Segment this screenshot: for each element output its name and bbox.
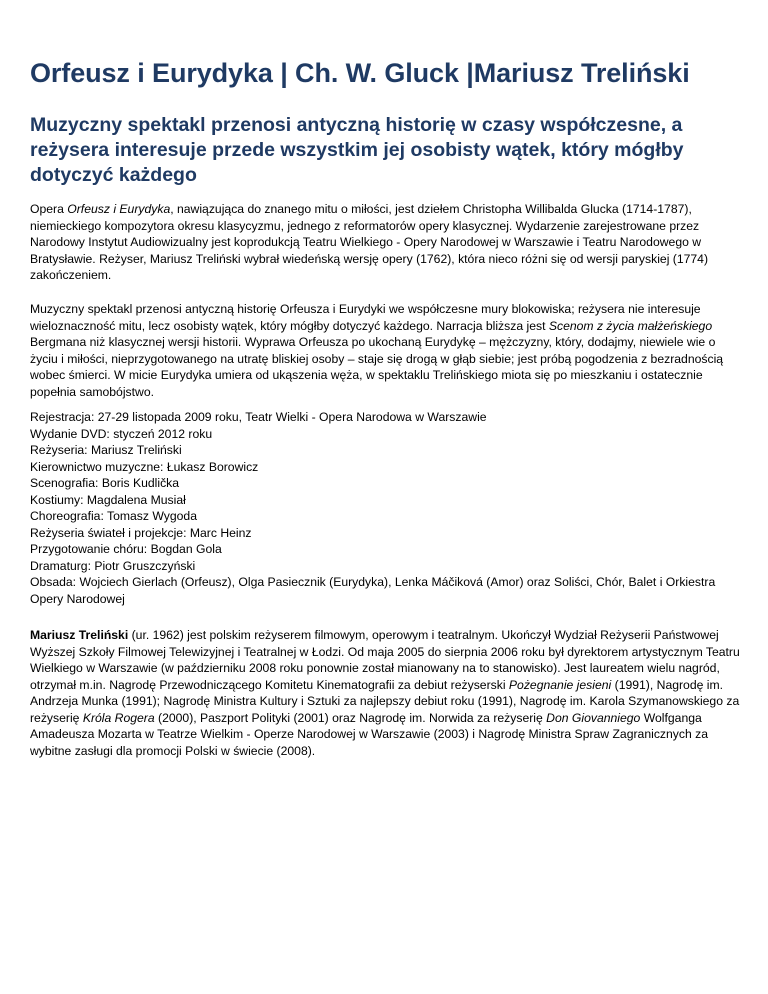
credit-music-direction: Kierownictwo muzyczne: Łukasz Borowicz — [30, 459, 259, 474]
director-name-bold: Mariusz Treliński — [30, 628, 129, 642]
credit-dvd-release: Wydanie DVD: styczeń 2012 roku — [30, 426, 213, 441]
credits-list — [30, 409, 742, 607]
para3-text-4: Wolfganga Amadeusza Mozarta w Teatrze Wielkim - Operze Narodowej w Warszawie (2003) i Nagrodę Ministra Spraw Zagranicznych za wybitne zasługi dla promocji Polski w świecie (2008). — [30, 710, 709, 758]
bergman-title-italic: Scenom z życia małżeńskiego — [548, 318, 713, 333]
opera-don-giovanni-italic: Don Giovanniego — [546, 710, 641, 725]
page-subtitle: Muzyczny spektakl przenosi antyczną historię w czasy współczesne, a reżysera interesuje przede wszystkim jej osobisty wątek, który mógłby dotyczyć każdego — [30, 114, 684, 186]
para3-text-1: (ur. 1962) jest polskim reżyserem filmowym, operowym i teatralnym. Ukończył Wydział Reżyserii Państwowej Wyższej Szkoły Filmowej Telewizyjnej i Teatralnej w Łodzi. Od maja 2005 do sierpnia 2006 roku był dyrektorem artystycznym Teatru Wielkiego w Warszawie (w październiku 2008 roku ponownie został mianowany na to stanowisko). Jest laureatem wielu nagród, otrzymał m.in. Nagrodę Przewodniczącego Komitetu Kinematografii za debiut reżyserski — [30, 628, 740, 692]
para1-text-2: , nawiązująca do znanego mitu o miłości, jest dziełem Christopha Willibalda Glucka (1714-1787), niemieckiego kompozytora okresu klasycyzmu, jednego z reformatorów opery klasycznej. Wydarzenie zarejestrowane przez Narodowy Instytut Audiowizualny jest koprodukcją Teatru Wielkiego - Opery Narodowej w Warszawie i Teatru Narodowego w Bratysławie. Reżyser, Mariusz Treliński wybrał wiedeńską wersję opery (1762), która nieco różni się od wersji paryskiej (1774) zakończeniem. — [30, 202, 709, 282]
film-title-italic: Pożegnanie jesieni — [508, 677, 612, 692]
para3-text-2: (1991), Nagrodę im. Andrzeja Munka (1991); Nagrodę Ministra Kultury i Sztuki za najlepszy debiut roku (1991), Nagrodę im. Karola Szymanowskiego za reżyserię — [30, 677, 740, 725]
credit-scenography: Scenografia: Boris Kudlička — [30, 476, 180, 490]
biography-paragraph — [30, 627, 742, 759]
para2-text-2: Bergmana niż klasycznej wersji historii. Wyprawa Orfeusza po ukochaną Eurydykę – mężczyzny, który, dodajmy, niewiele wie o życiu i miłości, nieprzygotowanego na utratę bliskiej osoby – staje się drogą w głąb siebie; jest próbą pogodzenia z bezradnością wobec śmierci. W micie Eurydyka umiera od ukąszenia węża, w spektaklu Trelińskiego miota się po mieszkaniu i ostatecznie popełnia samobójstwo. — [30, 335, 724, 399]
opera-title-italic: Orfeusz i Eurydyka — [67, 202, 171, 216]
credit-choir: Przygotowanie chóru: Bogdan Gola — [30, 542, 222, 556]
para3-text-3: (2000), Paszport Polityki (2001) oraz Nagrodę im. Norwida za reżyserię — [154, 710, 547, 725]
credit-choreography: Choreografia: Tomasz Wygoda — [30, 509, 197, 523]
page-title: Orfeusz i Eurydyka | Ch. W. Gluck |Mariusz Treliński — [30, 58, 690, 88]
credit-lighting: Reżyseria świateł i projekcje: Marc Heinz — [30, 525, 252, 540]
para1-text-1: Opera — [30, 202, 68, 216]
opera-krol-roger-italic: Króla Rogera — [82, 710, 155, 725]
credit-dramaturg: Dramaturg: Piotr Gruszczyński — [30, 558, 196, 573]
credit-cast: Obsada: Wojciech Gierlach (Orfeusz), Olga Pasiecznik (Eurydyka), Lenka Máčiková (Amor) oraz Soliści, Chór, Balet i Orkiestra Opery Narodowej — [30, 575, 716, 606]
credit-direction: Reżyseria: Mariusz Treliński — [30, 443, 182, 457]
credit-costumes: Kostiumy: Magdalena Musiał — [30, 492, 186, 507]
credit-registration: Rejestracja: 27-29 listopada 2009 roku, Teatr Wielki - Opera Narodowa w Warszawie — [30, 410, 487, 424]
para2-text-1: Muzyczny spektakl przenosi antyczną historię Orfeusza i Eurydyki we współczesne mury blokowiska; reżysera nie interesuje wieloznaczność mitu, lecz osobisty wątek, który mógłby dotyczyć każdego. Narracja bliższa jest — [30, 302, 701, 333]
description-paragraph — [30, 301, 742, 400]
intro-paragraph — [30, 201, 742, 284]
